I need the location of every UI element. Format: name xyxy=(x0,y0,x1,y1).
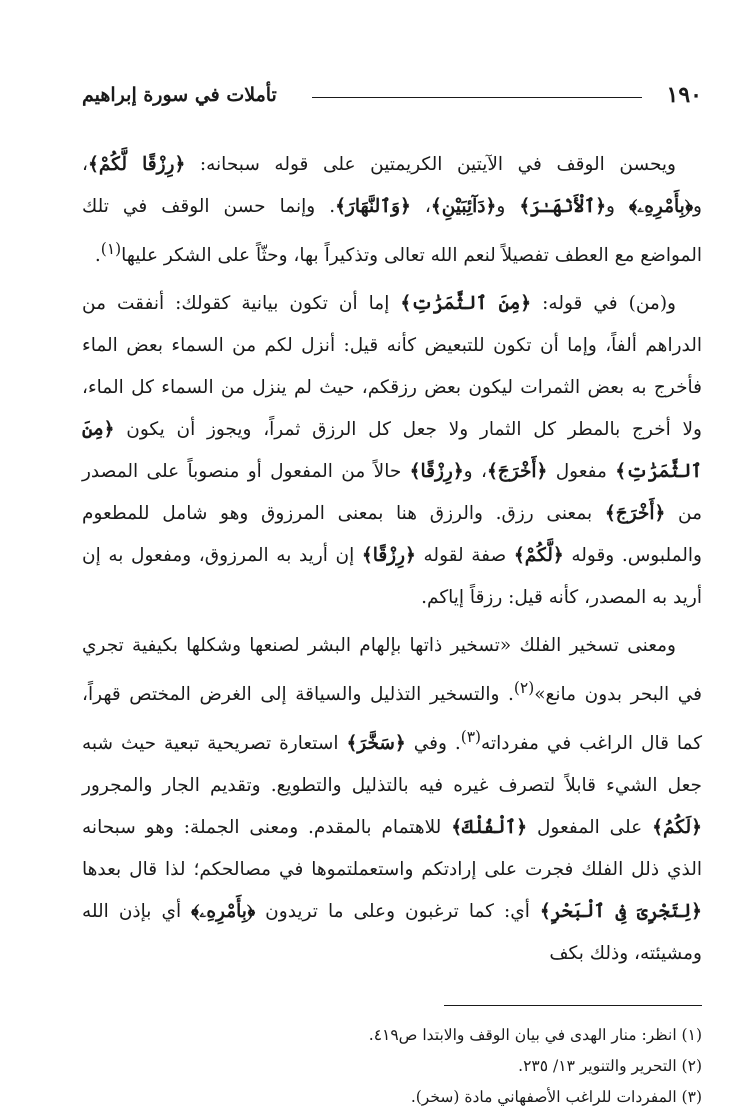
text-segment: . وفي xyxy=(405,733,461,755)
quran-quote: ﴿مِنَ ٱلثَّمَرَٰتِ﴾ xyxy=(400,293,532,315)
quran-quote: ﴿دَآئِبَيْنِ﴾ xyxy=(430,196,497,217)
footnote-3: (٣) المفردات للراغب الأصفهاني مادة (سخر). xyxy=(410,1088,702,1107)
text-segment: على المفعول xyxy=(527,817,653,839)
footnote-separator xyxy=(444,1005,702,1006)
quran-quote: ﴿رِزْقًا﴾ xyxy=(409,461,464,483)
quran-quote: ﴿رِزْقًا لَّكُمْ﴾ xyxy=(87,154,186,175)
quran-quote: ﴿سَخَّرَ﴾ xyxy=(346,733,406,755)
text-segment: حالاً من المفعول أو منصوباً على المصدر من xyxy=(82,461,703,525)
book-page xyxy=(82,78,702,1113)
quran-quote: ﴿لِتَجْرِىَ فِى ٱلْبَحْرِ﴾ xyxy=(539,901,702,923)
body-text xyxy=(82,144,702,975)
footnote-marker[interactable]: (٣) xyxy=(460,728,482,747)
text-segment: للاهتمام بالمقدم. ومعنى الجملة: وهو سبحانه الذي ذلل الفلك فجرت على إرادتكم واستعملتموها في مصالحكم؛ لذا قال بعدها xyxy=(82,817,702,881)
text-segment: و(من) في قوله: xyxy=(531,293,676,315)
text-segment: . والتسخير التذليل والسياقة إلى الغرض المختص قهراً، كما قال الراغب في مفرداته xyxy=(82,684,703,755)
paragraph-3 xyxy=(82,625,702,975)
quran-quote: ﴿ٱلْفُلْكَ﴾ xyxy=(451,817,528,839)
text-segment: استعارة تصريحية تبعية حيث شبه جعل الشيء قابلاً لتصرف غيره فيه بالتذليل والتطويع. وتقديم الجار والمجرور xyxy=(82,733,702,797)
paragraph-1 xyxy=(82,144,702,277)
quran-quote: ﴿لَّكُمْ﴾ xyxy=(513,545,564,567)
quran-quote: ﴿ٱلْأَنْهَـٰرَ﴾ xyxy=(519,196,607,217)
text-segment: و xyxy=(496,196,520,217)
quran-quote: ﴿أَخْرَجَ﴾ xyxy=(604,503,666,525)
footnote-2: (٢) التحرير والتنوير ١٣/ ٢٣٥. xyxy=(518,1057,702,1076)
text-segment: إما أن تكون بيانية كقولك: أنفقت من الدراهم ألفاً، وإما أن تكون للتبعيض كأنه قيل: أنزل لكم من السماء بعض الماء فأخرج به بعض الثمرات ليكون بعض رزقكم، حيث لم ينزل من السماء كل الماء، ولا أخرج بالمطر كل الثمار ولا جعل كل الرزق ثمراً، ويجوز أن يكون xyxy=(82,293,702,441)
text-segment: ومعنى تسخير الفلك «تسخير ذاتها بإلهام البشر لصنعها وشكلها بكيفية تجري في البحر بدون مانع» xyxy=(82,635,702,706)
paragraph-2 xyxy=(82,283,702,619)
footnote-marker[interactable]: (٢) xyxy=(513,679,535,698)
quran-quote: ﴿رِزْقًا﴾ xyxy=(361,545,416,567)
text-segment: مفعول xyxy=(547,461,616,483)
header-rule xyxy=(312,97,642,98)
page-header xyxy=(82,78,702,112)
text-segment: أي: كما ترغبون وعلى ما تريدون xyxy=(255,901,540,923)
text-segment: إن أريد به المرزوق، ومفعول به إن أريد به المصدر، كأنه قيل: رزقاً إياكم. xyxy=(82,545,702,609)
footnote-1: (١) انظر: منار الهدى في بيان الوقف والابتدا ص٤١٩. xyxy=(368,1026,702,1045)
footnote-marker[interactable]: (١) xyxy=(100,240,122,258)
text-segment: . وإنما حسن الوقف في تلك المواضع مع العطف تفصيلاً لنعم الله تعالى وتذكيراً بها، وحثّاً على الشكر عليها xyxy=(82,196,702,267)
text-segment: ، و xyxy=(463,461,487,483)
quran-quote: ﴿أَخْرَجَ﴾ xyxy=(486,461,548,483)
text-segment: ، و xyxy=(82,154,702,217)
text-segment: و xyxy=(606,196,629,217)
running-title: تأملات في سورة إبراهيم xyxy=(82,83,277,106)
quran-quote: ﴿لَكُمُ﴾ xyxy=(652,817,702,839)
text-segment: ، xyxy=(410,196,431,217)
text-segment: صفة لقوله xyxy=(415,545,514,567)
page-number: ١٩٠ xyxy=(666,82,702,108)
text-segment: أي بإذن الله ومشيئته، وذلك بكف xyxy=(82,901,702,965)
quran-quote: ﴿بِأَمْرِهِۦ﴾ xyxy=(629,196,694,217)
quran-quote: ﴿بِأَمْرِهِۦ﴾ xyxy=(191,901,256,923)
text-segment: ويحسن الوقف في الآيتين الكريمتين على قوله سبحانه: xyxy=(185,154,676,175)
footnotes xyxy=(82,1020,702,1113)
text-segment: . xyxy=(94,245,101,267)
text-segment: بمعنى رزق. والرزق هنا بمعنى المرزوق وهو شامل للمطعوم والملبوس. وقوله xyxy=(82,503,702,567)
quran-quote: ﴿مِنَ ٱلثَّمَرَٰتِ﴾ xyxy=(82,419,703,483)
quran-quote: ﴿وَٱلنَّهَارَ﴾ xyxy=(335,196,411,217)
